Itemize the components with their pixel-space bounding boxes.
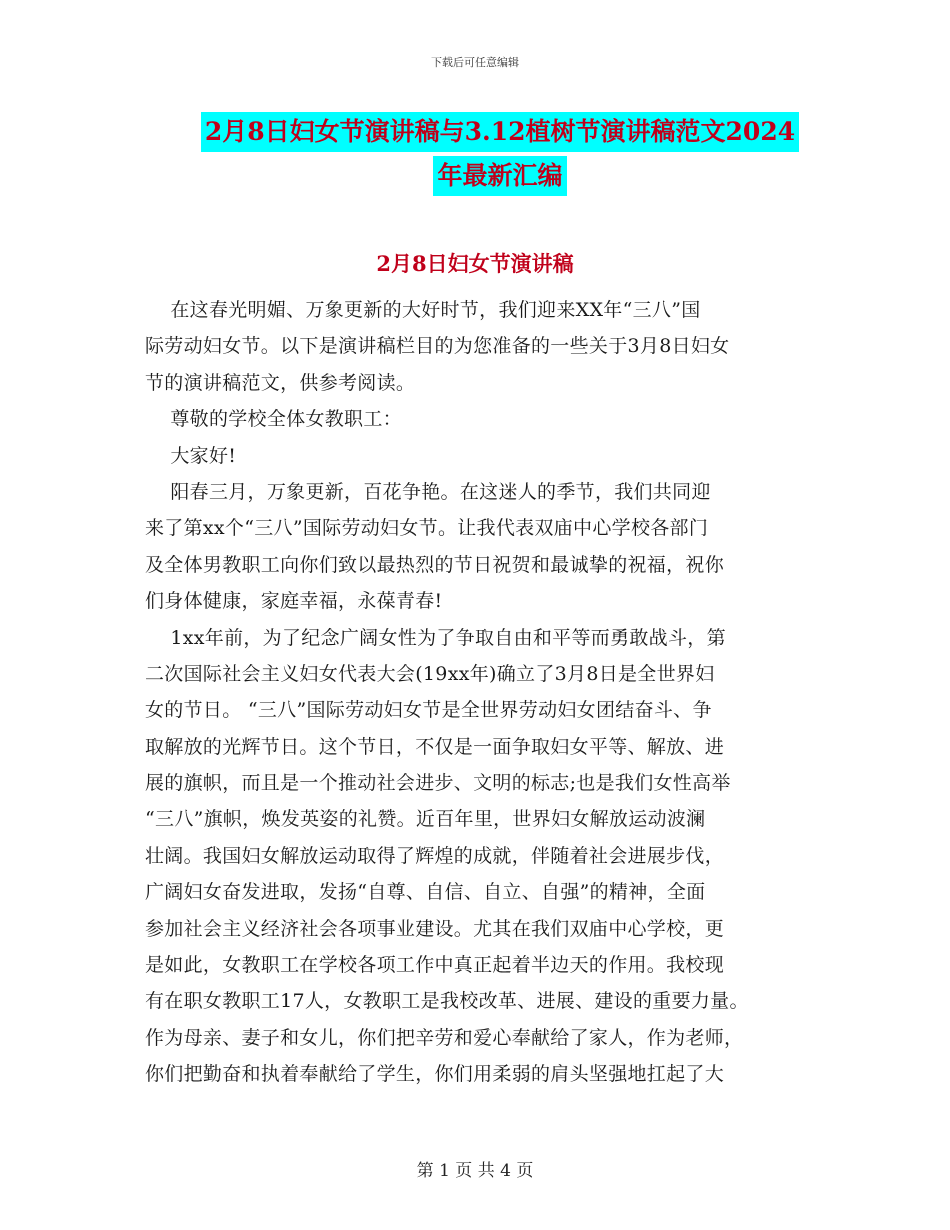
body-line: 阳春三月，万象更新，百花争艳。在这迷人的季节，我们共同迎 — [145, 480, 711, 503]
body-line: 是如此，女教职工在学校各项工作中真正起着半边天的作用。我校现 — [145, 954, 725, 977]
body-line: “三八”旗帜，焕发英姿的礼赞。近百年里，世界妇女解放运动波澜 — [145, 808, 706, 831]
body-line: 作为母亲、妻子和女儿，你们把辛劳和爱心奉献给了家人，作为老师， — [145, 1026, 744, 1049]
body-line: 在这春光明媚、万象更新的大好时节，我们迎来XX年“三八”国 — [145, 299, 701, 321]
body-line: 大家好! — [145, 444, 237, 467]
body-line: 节的演讲稿范文，供参考阅读。 — [145, 371, 416, 394]
body-line: 有在职女教职工17人，女教职工是我校改革、进展、建设的重要力量。 — [145, 990, 749, 1013]
body-line: 尊敬的学校全体女教职工： — [145, 408, 402, 431]
body-line: 壮阔。我国妇女解放运动取得了辉煌的成就，伴随着社会进展步伐， — [145, 844, 725, 867]
body-line: 你们把勤奋和执着奉献给了学生，你们用柔弱的肩头坚强地扛起了大 — [145, 1063, 725, 1086]
body-line: 展的旗帜，而且是一个推动社会进步、文明的标志;也是我们女性高举 — [145, 772, 731, 795]
body-line: 女的节日。 “三八”国际劳动妇女节是全世界劳动妇女团结奋斗、争 — [145, 699, 712, 722]
document-title — [100, 112, 900, 200]
body-line: 二次国际社会主义妇女代表大会(19xx年)确立了3月8日是全世界妇 — [145, 662, 715, 685]
body-line: 们身体健康，家庭幸福，永葆青春! — [145, 590, 443, 613]
section-heading: 2月8日妇女节演讲稿 — [376, 251, 574, 276]
body-line: 1xx年前，为了纪念广阔女性为了争取自由和平等而勇敢战斗，第 — [145, 626, 726, 649]
body-line: 来了第xx个“三八”国际劳动妇女节。让我代表双庙中心学校各部门 — [145, 517, 709, 540]
body-line: 取解放的光辉节日。这个节日，不仅是一面争取妇女平等、解放、进 — [145, 735, 725, 758]
page-footer: 第 1 页 共 4 页 — [416, 1161, 534, 1181]
body-text — [145, 292, 815, 1093]
body-line: 及全体男教职工向你们致以最热烈的节日祝贺和最诚挚的祝福，祝你 — [145, 553, 725, 576]
body-line: 参加社会主义经济社会各项事业建设。尤其在我们双庙中心学校，更 — [145, 917, 725, 940]
title-line-1: 2月8日妇女节演讲稿与3.12植树节演讲稿范文2024 — [201, 112, 799, 152]
title-line-2: 年最新汇编 — [433, 156, 566, 196]
header-note: 下载后可任意编辑 — [431, 56, 519, 69]
body-line: 广阔妇女奋发进取，发扬“自尊、自信、自立、自强”的精神，全面 — [145, 881, 706, 904]
body-line: 际劳动妇女节。以下是演讲稿栏目的为您准备的一些关于3月8日妇女 — [145, 335, 730, 358]
